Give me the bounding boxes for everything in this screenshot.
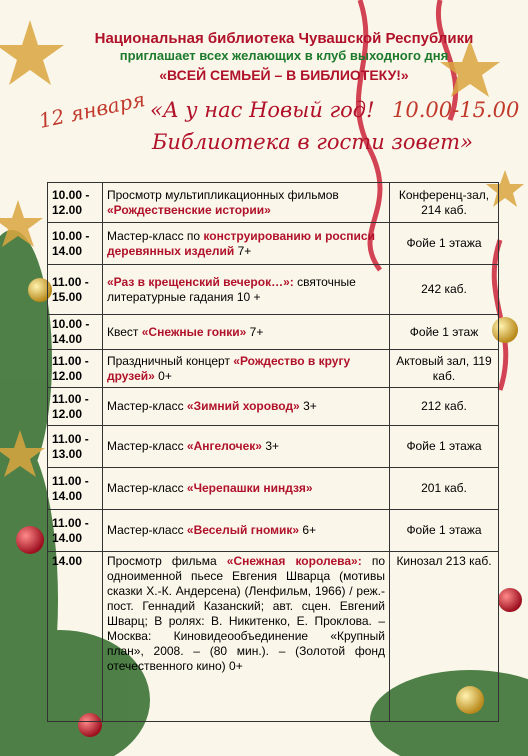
event-place: Кинозал 213 каб. <box>390 552 499 722</box>
event-time: 10.00 - 14.00 <box>48 315 103 350</box>
event-time: 11.00 - 13.00 <box>48 426 103 468</box>
event-place: Конференц-зал, 214 каб. <box>390 183 499 223</box>
event-title: «Черепашки ниндзя» <box>186 481 313 495</box>
event-place: 242 каб. <box>390 265 499 315</box>
event-place: Фойе 1 этажа <box>390 510 499 552</box>
event-description <box>103 510 390 552</box>
event-description <box>103 468 390 510</box>
event-description <box>103 315 390 350</box>
event-text: Праздничный концерт <box>107 353 234 368</box>
event-text: Квест <box>107 324 142 339</box>
event-text: Мастер-класс <box>107 439 187 453</box>
event-time: 10.00-15.00 <box>392 98 520 122</box>
event-time: 11.00 - 12.00 <box>48 350 103 388</box>
event-time: 11.00 - 14.00 <box>48 510 103 552</box>
event-time: 10.00 - 14.00 <box>48 223 103 265</box>
event-description <box>103 388 390 426</box>
event-time: 11.00 - 14.00 <box>48 468 103 510</box>
event-description <box>103 223 390 265</box>
table-row <box>48 510 499 552</box>
event-text: Мастер-класс <box>107 399 187 413</box>
event-time: 10.00 - 12.00 <box>48 183 103 223</box>
event-title: конструированию и росписи деревянных изделий <box>107 228 375 258</box>
event-title: «Зимний хоровод» <box>186 399 300 413</box>
club-name: «ВСЕЙ СЕМЬЕЙ – В БИБЛИОТЕКУ!» <box>159 67 409 83</box>
table-row <box>48 183 499 223</box>
event-title: «Веселый гномик» <box>186 523 300 537</box>
event-title: «Рождество в кругу друзей» <box>107 353 351 383</box>
table-row <box>48 265 499 315</box>
table-row <box>48 223 499 265</box>
event-text: святочные литературные гадания 10 + <box>107 274 356 304</box>
event-place: Актовый зал, 119 каб. <box>390 350 499 388</box>
event-text: Мастер-класс <box>107 481 187 495</box>
event-text: 7+ <box>234 243 252 258</box>
event-description <box>103 265 390 315</box>
event-date: 12 января <box>36 87 148 133</box>
table-row <box>48 426 499 468</box>
event-place: Фойе 1 этажа <box>390 223 499 265</box>
event-place: Фойе 1 этаж <box>390 315 499 350</box>
slogan-line-2: Библиотека в гости зовет» <box>152 130 473 154</box>
event-text: 0+ <box>154 368 172 383</box>
event-title: «Раз в крещенский вечерок…»: <box>107 274 294 289</box>
slogan-line-1: «А у нас Новый год! <box>150 98 375 122</box>
event-text: 6+ <box>299 523 317 537</box>
event-text: 3+ <box>261 439 279 453</box>
event-time: 11.00 - 15.00 <box>48 265 103 315</box>
event-description <box>103 183 390 223</box>
event-time: 14.00 <box>48 552 103 722</box>
event-text: 3+ <box>299 399 317 413</box>
table-row <box>48 468 499 510</box>
event-title: «Рождественские истории» <box>107 202 271 217</box>
event-text: по одноименной пьесе Евгения Шварца (мотивы сказки Х.-К. Андерсена) (Ленфильм, 1966) / реж.-пост. Геннадий Казанский; авт. сцен. Евгений Шварц; В ролях: В. Никитенко, Е. Проклова. – Москва: Киновидеообъединение «Крупный план», 2008. – (80 мин.). – (Золотой фонд отечественного кино) 0+ <box>107 554 385 673</box>
event-place: Фойе 1 этажа <box>390 426 499 468</box>
table-row <box>48 552 499 722</box>
event-text: Мастер-класс по <box>107 228 204 243</box>
invitation-text: приглашает всех желающих в клуб выходного дня <box>119 48 449 63</box>
event-place: 212 каб. <box>390 388 499 426</box>
event-text: Мастер-класс <box>107 523 187 537</box>
event-text: Просмотр фильма <box>107 554 227 568</box>
event-description <box>103 350 390 388</box>
event-text: Просмотр мультипликационных фильмов <box>107 187 339 202</box>
header <box>0 30 528 85</box>
table-row <box>48 315 499 350</box>
library-name: Национальная библиотека Чувашской Республики <box>94 30 474 47</box>
event-description <box>103 426 390 468</box>
event-description <box>103 552 390 722</box>
table-row <box>48 388 499 426</box>
schedule-table <box>47 182 499 722</box>
event-title: «Снежные гонки» <box>141 324 247 339</box>
event-title: «Снежная королева»: <box>226 554 362 568</box>
event-place: 201 каб. <box>390 468 499 510</box>
event-text: 7+ <box>246 324 264 339</box>
table-row <box>48 350 499 388</box>
event-title: «Ангелочек» <box>186 439 262 453</box>
event-time: 11.00 - 12.00 <box>48 388 103 426</box>
